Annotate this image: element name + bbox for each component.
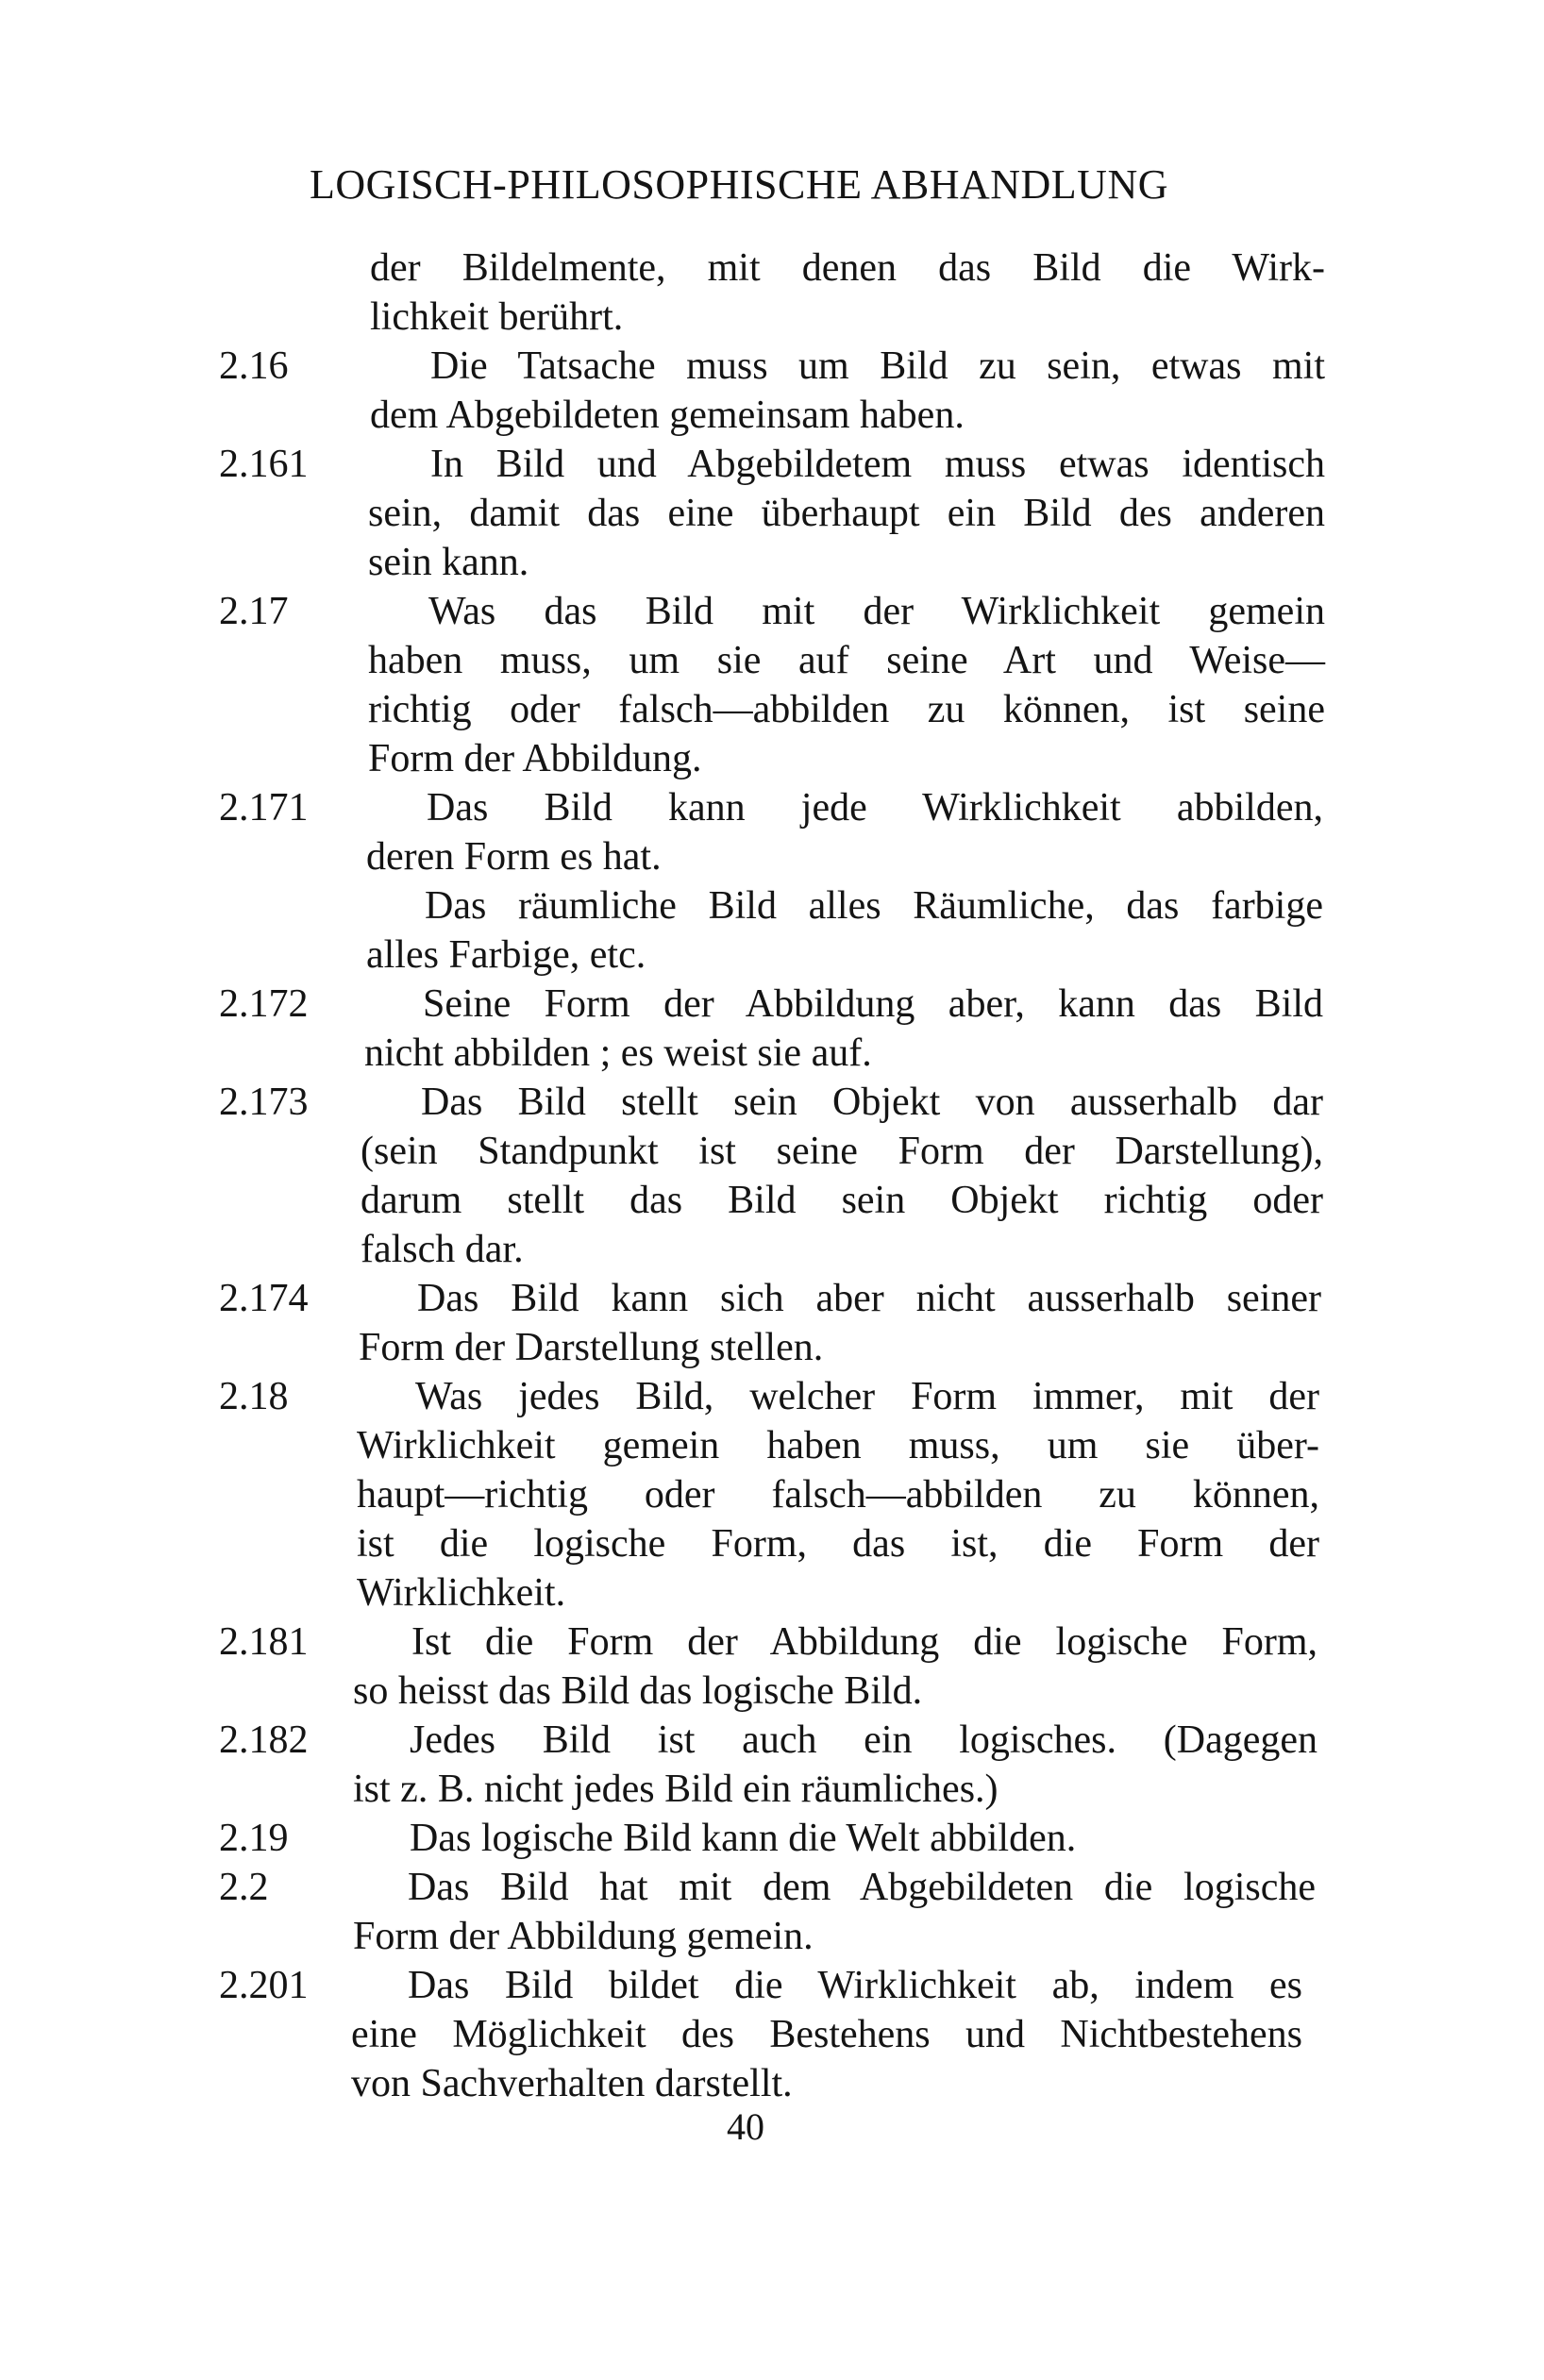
text-line: haupt—richtig oder falsch—abbilden zu können, [357, 1473, 1319, 1517]
text-line: Ist die Form der Abbildung die logische Form, [411, 1620, 1317, 1664]
text-line: der Bildelmente, mit denen das Bild die Wirk- [370, 246, 1325, 290]
text-line: haben muss, um sie auf seine Art und Weise— [368, 639, 1325, 682]
text-line: Seine Form der Abbildung aber, kann das Bild [423, 982, 1323, 1026]
proposition-number: 2.19 [219, 1817, 289, 1860]
text-line: Form der Darstellung stellen. [359, 1326, 824, 1369]
text-line: sein, damit das eine überhaupt ein Bild des anderen [368, 492, 1325, 535]
proposition-number: 2.2 [219, 1866, 269, 1909]
text-line: eine Möglichkeit des Bestehens und Nichtbestehens [351, 2013, 1302, 2056]
proposition-number: 2.201 [219, 1964, 309, 2007]
text-line: nicht abbilden ; es weist sie auf. [364, 1031, 872, 1075]
proposition-number: 2.16 [219, 344, 289, 388]
text-line: Das Bild kann sich aber nicht ausserhalb seiner [417, 1277, 1321, 1320]
text-line: In Bild und Abgebildetem muss etwas identisch [430, 443, 1325, 486]
text-line: Was das Bild mit der Wirklichkeit gemein [428, 590, 1325, 633]
proposition-number: 2.174 [219, 1277, 309, 1320]
text-line: darum stellt das Bild sein Objekt richtig oder [361, 1179, 1323, 1222]
text-line: (sein Standpunkt ist seine Form der Darstellung), [361, 1130, 1323, 1173]
text-line: lichkeit berührt. [370, 295, 624, 339]
text-line: Wirklichkeit. [357, 1571, 566, 1615]
text-line: Das Bild hat mit dem Abgebildeten die logische [408, 1866, 1316, 1909]
proposition-number: 2.181 [219, 1620, 309, 1664]
proposition-number: 2.17 [219, 590, 289, 633]
text-line: Das Bild kann jede Wirklichkeit abbilden, [427, 786, 1323, 830]
text-line: Form der Abbildung gemein. [353, 1915, 814, 1958]
running-header: LOGISCH-PHILOSOPHISCHE ABHANDLUNG [310, 161, 1168, 208]
text-line: so heisst das Bild das logische Bild. [353, 1669, 923, 1713]
text-line: Das räumliche Bild alles Räumliche, das farbige [425, 884, 1323, 928]
proposition-number: 2.171 [219, 786, 309, 830]
proposition-number: 2.18 [219, 1375, 289, 1418]
text-line: ist z. B. nicht jedes Bild ein räumliches.) [353, 1768, 999, 1811]
text-line: richtig oder falsch—abbilden zu können, ist seine [368, 688, 1325, 731]
text-line: Das logische Bild kann die Welt abbilden. [410, 1817, 1077, 1860]
text-line: deren Form es hat. [366, 835, 662, 879]
text-line: Das Bild bildet die Wirklichkeit ab, indem es [408, 1964, 1302, 2007]
proposition-number: 2.172 [219, 982, 309, 1026]
proposition-number: 2.182 [219, 1718, 309, 1762]
page-number: 40 [727, 2105, 764, 2148]
proposition-number: 2.161 [219, 443, 309, 486]
text-line: von Sachverhalten darstellt. [351, 2062, 793, 2105]
text-line: Was jedes Bild, welcher Form immer, mit der [415, 1375, 1319, 1418]
text-line: Das Bild stellt sein Objekt von ausserhalb dar [421, 1081, 1323, 1124]
text-line: Wirklichkeit gemein haben muss, um sie über- [357, 1424, 1319, 1467]
text-line: alles Farbige, etc. [366, 933, 646, 977]
text-line: falsch dar. [361, 1228, 524, 1271]
text-line: sein kann. [368, 541, 529, 584]
text-line: ist die logische Form, das ist, die Form der [357, 1522, 1319, 1566]
text-line: Jedes Bild ist auch ein logisches. (Dagegen [410, 1718, 1317, 1762]
text-line: Form der Abbildung. [368, 737, 702, 780]
text-line: Die Tatsache muss um Bild zu sein, etwas mit [430, 344, 1325, 388]
proposition-number: 2.173 [219, 1081, 309, 1124]
text-line: dem Abgebildeten gemeinsam haben. [370, 394, 965, 437]
